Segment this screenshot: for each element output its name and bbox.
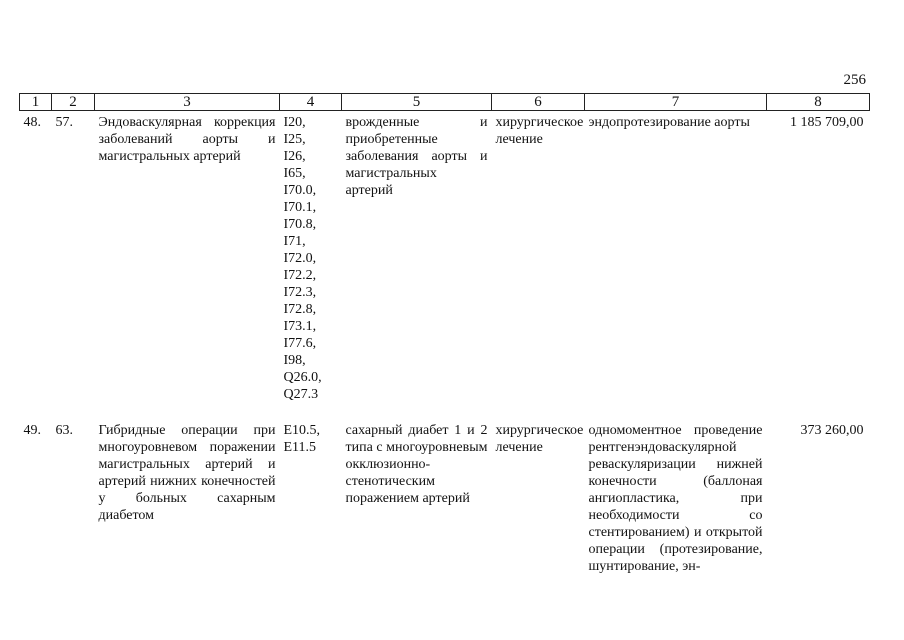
icd-code: I73.1,	[283, 319, 317, 334]
icd-codes	[280, 111, 342, 420]
care-name: Гибридные операции при многоуровневом поражении магистральных артерий и артерий нижних конечностей у больных сахарным диабетом	[98, 423, 276, 523]
group-number: 63.	[55, 423, 73, 438]
patient-model: врожденные и приобретенные заболевания аорты и магистральных артерий	[345, 115, 488, 198]
header-cell-1: 1	[20, 94, 52, 111]
icd-code: I65,	[283, 166, 306, 181]
icd-code: I70.8,	[283, 217, 317, 232]
icd-code: E11.5	[283, 440, 317, 455]
icd-code: I72.8,	[283, 302, 317, 317]
services-table	[19, 93, 870, 575]
header-cell-7: 7	[585, 94, 767, 111]
icd-code: Q26.0,	[283, 370, 322, 385]
icd-code: I72.0,	[283, 251, 317, 266]
icd-codes	[280, 419, 342, 575]
treatment-method: одномоментное проведение рентгенэндоваскулярной реваскуляризации нижней конечности (баллоная ангиопластика, при необходимости со стентированием) и открытой операции (протезирование, шунтирование, эн-	[588, 423, 763, 574]
header-row	[20, 94, 870, 111]
icd-code: E10.5,	[283, 423, 321, 438]
header-cell-3: 3	[95, 94, 280, 111]
header-cell-6: 6	[492, 94, 585, 111]
treatment-method: эндопротезирование аорты	[588, 115, 750, 130]
header-cell-5: 5	[342, 94, 492, 111]
row-number: 49.	[23, 423, 41, 438]
icd-code: I26,	[283, 149, 306, 164]
icd-code: I20,	[283, 115, 306, 130]
icd-code: I77.6,	[283, 336, 317, 351]
icd-code: I72.3,	[283, 285, 317, 300]
icd-code: I71,	[283, 234, 306, 249]
icd-code: I25,	[283, 132, 306, 147]
row-number: 48.	[23, 115, 41, 130]
table-row	[20, 111, 870, 420]
header-cell-8: 8	[767, 94, 870, 111]
group-number: 57.	[55, 115, 73, 130]
price: 1 185 709,00	[790, 115, 864, 130]
patient-model: сахарный диабет 1 и 2 типа с многоуровневым окклюзионно-стенотическим поражением артерий	[345, 423, 488, 506]
header-cell-4: 4	[280, 94, 342, 111]
page-number: 256	[843, 72, 866, 88]
treatment-type: хирургическое лечение	[495, 423, 584, 455]
icd-code: I98,	[283, 353, 306, 368]
icd-code: I70.1,	[283, 200, 317, 215]
icd-code: I72.2,	[283, 268, 317, 283]
treatment-type: хирургическое лечение	[495, 115, 584, 147]
icd-code: Q27.3	[283, 387, 319, 402]
price: 373 260,00	[800, 423, 864, 438]
table-row	[20, 419, 870, 575]
care-name: Эндоваскулярная коррекция заболеваний аорты и магистральных артерий	[98, 115, 276, 164]
header-cell-2: 2	[52, 94, 95, 111]
icd-code: I70.0,	[283, 183, 317, 198]
